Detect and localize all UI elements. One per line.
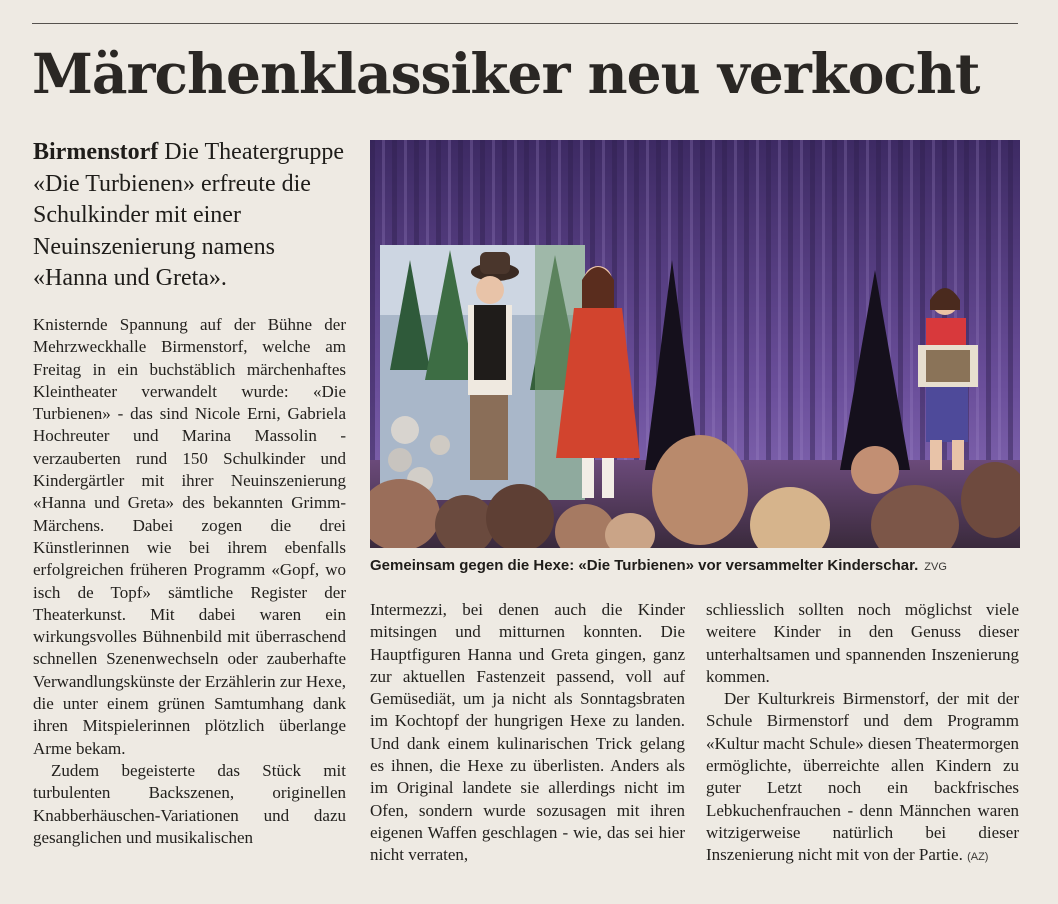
body-paragraph: Knisternde Spannung auf der Bühne der Mehrzweckhalle Birmenstorf, welche am Freitag in ein buchstäblich märchenhaftes Kleintheater verwandelt wurde: «Die Turbienen» - das sind Nicole Erni, Gabriela Hochreuter und Marina Massolin - verzauberten rund 150 Schulkinder und Kindergärtler mit ihrer Neuinszenierung «Hanna und Greta» des bekannten Grimm-Märchens. Dabei zogen die drei Künstlerinnen wie bei ihrem ebenfalls erfolgreichen früheren Programm «Gopf, wo isch de Topf» sämtliche Register der Theaterkunst. Mit dabei waren ein wirkungsvolles Bühnenbild mit überraschend schnellen Szenenwechseln oder zauberhafte Verwandlungskünste der Erzählerin zur Hexe, die unter einem grünen Samtumhang dank ihren Mitspielerinnen plötzlich überlange Arme bekam. bbox=[33, 315, 346, 758]
headline: Märchenklassiker neu verkocht bbox=[32, 41, 980, 106]
body-column-2 bbox=[370, 599, 685, 867]
top-rule bbox=[32, 23, 1018, 24]
stage-photo-illustration bbox=[370, 140, 1020, 548]
article-photo bbox=[370, 140, 1020, 548]
photo-caption-text: Gemeinsam gegen die Hexe: «Die Turbienen» vor versammelter Kinderschar. bbox=[370, 557, 919, 574]
body-paragraph-text: Der Kulturkreis Birmenstorf, der mit der Schule Birmenstorf und dem Programm «Kultur macht Schule» diesen Theatermorgen ermöglichte, überreichte allen Kindern zu guter Letzt noch ein backfrisches Lebkuchenfrauchen - denn Männchen waren witzigerweise natürlich bei dieser Inszenierung nicht mit von der Partie. bbox=[706, 689, 1019, 865]
body-paragraph: schliesslich sollten noch möglichst viele weitere Kinder in den Genuss dieser unterhaltsamen und spannenden Inszenierung kommen. bbox=[706, 600, 1019, 686]
lead-paragraph bbox=[33, 137, 353, 295]
body-paragraph: Zudem begeisterte das Stück mit turbulenten Backszenen, originellen Knabberhäuschen-Variationen und dazu gesanglichen und musikalischen bbox=[33, 760, 346, 847]
lead-text: Die Theatergruppe «Die Turbienen» erfreute die Schulkinder mit einer Neuinszenierung namens «Hanna und Greta». bbox=[33, 139, 345, 291]
lead-dateline: Birmenstorf bbox=[33, 139, 159, 165]
body-paragraph: Intermezzi, bei denen auch die Kinder mitsingen und mitturnen konnten. Die Hauptfiguren Hanna und Greta gingen, ganz zur aktuellen Fastenzeit passend, voll auf Gemüsediät, um ja nicht als Sonntagsbraten im Kochtopf der hungrigen Hexe zu landen. Und dank einem kulinarischen Trick gelang es ihnen, die Hexe zu überlisten. Anders als im Original landete sie allerdings nicht im Ofen, sondern wurde sozusagen mit ihren eigenen Waffen geschlagen - wie, das sei hier nicht verraten, bbox=[370, 600, 685, 865]
body-paragraph-final bbox=[706, 688, 1019, 868]
photo-credit: ZVG bbox=[924, 561, 947, 573]
body-column-3 bbox=[706, 599, 1019, 869]
author-signature: (AZ) bbox=[967, 851, 989, 864]
photo-caption bbox=[370, 556, 1020, 577]
body-column-1 bbox=[33, 314, 346, 849]
